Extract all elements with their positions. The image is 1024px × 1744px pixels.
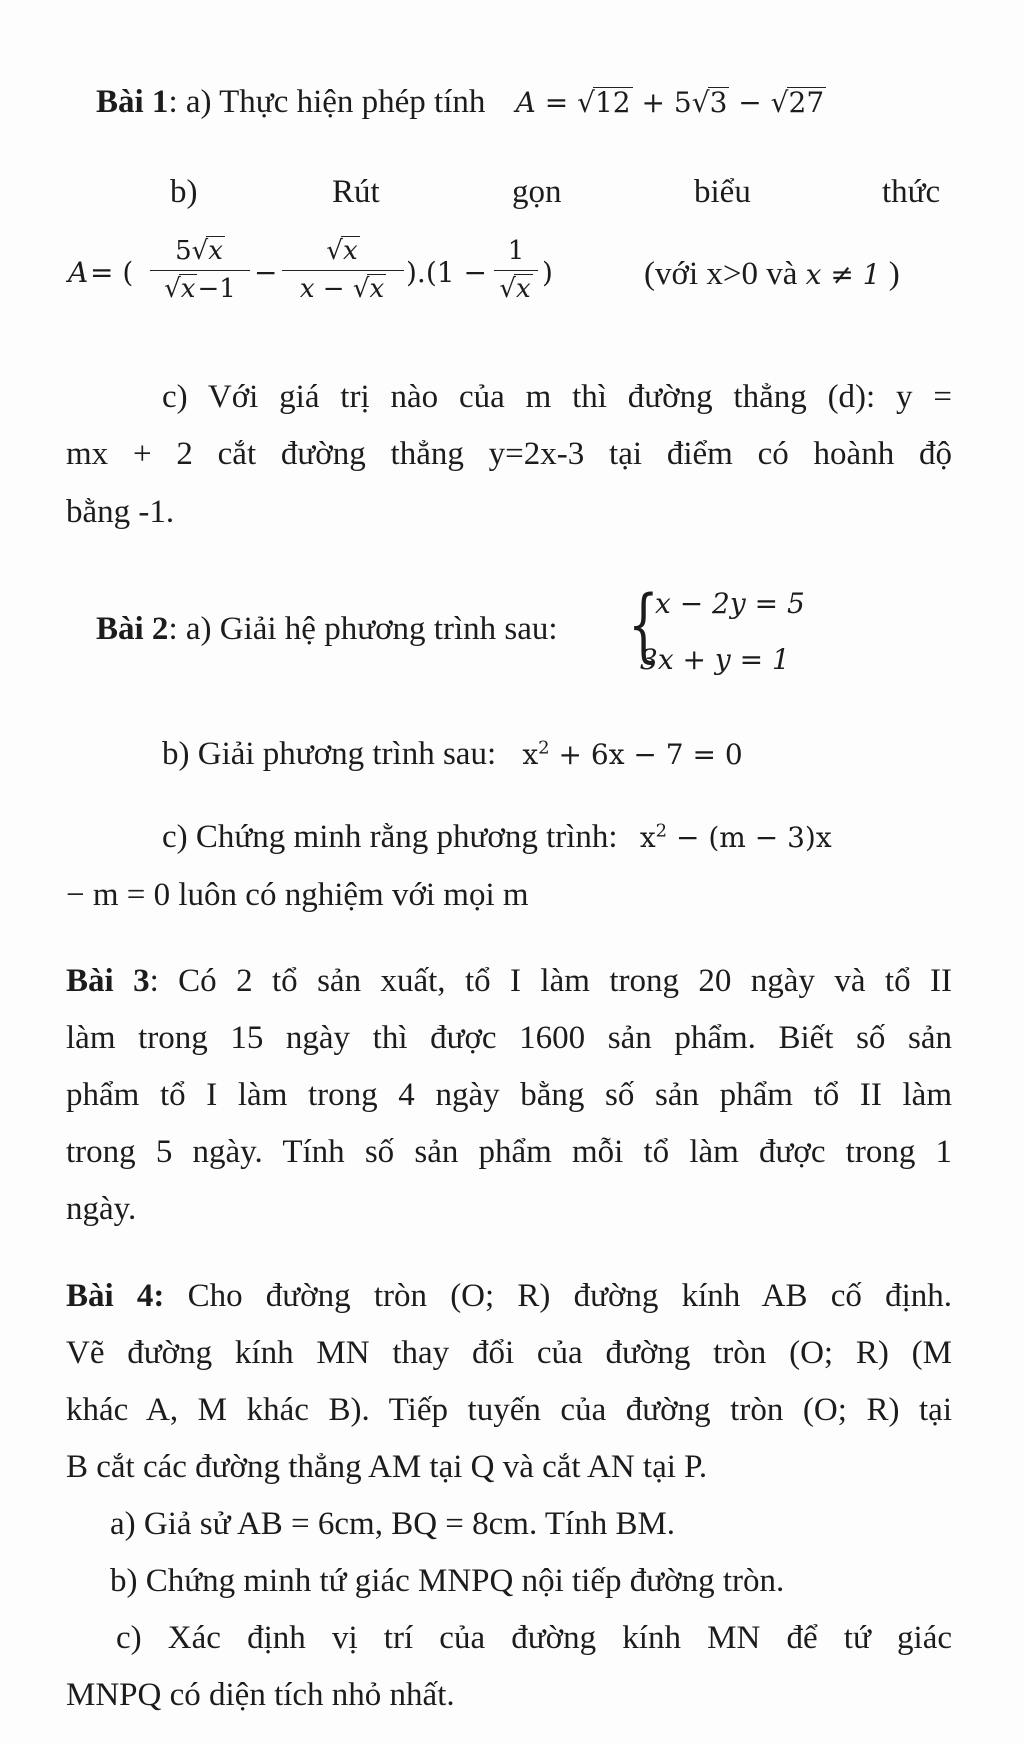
bai2-label: Bài 2: [96, 611, 169, 647]
bai1-a-formula: A = √12 + 5√3 − √27: [515, 86, 825, 119]
system-eq-2: 3x + y = 1: [640, 643, 790, 676]
b-word: gọn: [512, 174, 562, 210]
bai1-b-condition: (với x>0 và x ≠ 1 ): [644, 256, 900, 292]
bai2-a-line: [96, 609, 558, 650]
formula-mid: ).(1 −: [406, 256, 487, 289]
bai2-a-text: : a) Giải hệ phương trình sau:: [168, 611, 558, 647]
bai4-line: B cắt các đường thẳng AM tại Q và cắt AN tại P.: [66, 1449, 708, 1485]
bai1-c-line: c) Với giá trị nào của m thì đường thẳng (d): y =: [162, 379, 952, 415]
fraction-2: $\frac{√x}{x - √x}$: [282, 235, 404, 305]
b-word: biểu: [694, 174, 751, 210]
bai2-c-line2: − m = 0 luôn có nghiệm với mọi m: [66, 877, 529, 913]
bai3-label: Bài 3: [66, 963, 150, 999]
bai3-line: trong 5 ngày. Tính số sản phẩm mỗi tổ làm được trong 1: [66, 1134, 952, 1170]
b-word: b): [170, 174, 198, 210]
bai4-line: khác A, M khác B). Tiếp tuyến của đường tròn (O; R) tại: [66, 1392, 952, 1428]
bai3-line: ngày.: [66, 1191, 137, 1227]
system-eq-1: x − 2y = 5: [655, 587, 805, 620]
formula-eq: = (: [90, 256, 134, 289]
bai4-line: Bài 4: Cho đường tròn (O; R) đường kính AB cố định.: [66, 1278, 952, 1314]
formula-minus: −: [254, 256, 278, 289]
system-brace: {: [628, 578, 659, 671]
bai4-a: a) Giả sử AB = 6cm, BQ = 8cm. Tính BM.: [110, 1506, 676, 1542]
bai4-c-line: c) Xác định vị trí của đường kính MN để tứ giác: [116, 1620, 952, 1656]
formula-close: ): [542, 256, 553, 289]
bai4-c-line: MNPQ có diện tích nhỏ nhất.: [66, 1677, 455, 1713]
bai1-a-line: [96, 82, 826, 123]
bai2-c-equation: $x^2 - (m - 3)x$: [639, 820, 832, 854]
bai2-b-equation: $x^2 + 6x - 7 = 0$: [522, 737, 743, 771]
bai4-b: b) Chứng minh tứ giác MNPQ nội tiếp đường tròn.: [110, 1563, 785, 1599]
bai3-line: làm trong 15 ngày thì được 1600 sản phẩm. Biết số sản: [66, 1020, 952, 1056]
bai3-line: Bài 3: Có 2 tổ sản xuất, tổ I làm trong 20 ngày và tổ II: [66, 963, 952, 999]
bai1-label: Bài 1: [96, 84, 169, 120]
bai1-c-line: mx + 2 cắt đường thẳng y=2x-3 tại điểm có hoành độ: [66, 436, 952, 472]
bai1-a-text: : a) Thực hiện phép tính: [168, 84, 486, 120]
bai3-line: phẩm tổ I làm trong 4 ngày bằng số sản phẩm tổ II làm: [66, 1077, 952, 1113]
fraction-1: $\frac{5√x}{√x-1}$: [150, 235, 250, 305]
b-word: thức: [882, 174, 941, 210]
bai2-c-line: c) Chứng minh rằng phương trình: $x^2 - (m - 3)x$: [162, 819, 832, 855]
b-word: Rút: [332, 174, 380, 210]
bai2-b-line: b) Giải phương trình sau: $x^2 + 6x - 7 = 0$: [162, 736, 743, 772]
bai4-line: Vẽ đường kính MN thay đổi của đường tròn (O; R) (M: [66, 1335, 952, 1371]
formula-lhs: A: [68, 256, 89, 289]
bai1-c-line: bằng -1.: [66, 494, 175, 530]
fraction-3: $\frac{1}{√x}$: [494, 235, 538, 305]
bai4-label: Bài 4:: [66, 1278, 165, 1314]
